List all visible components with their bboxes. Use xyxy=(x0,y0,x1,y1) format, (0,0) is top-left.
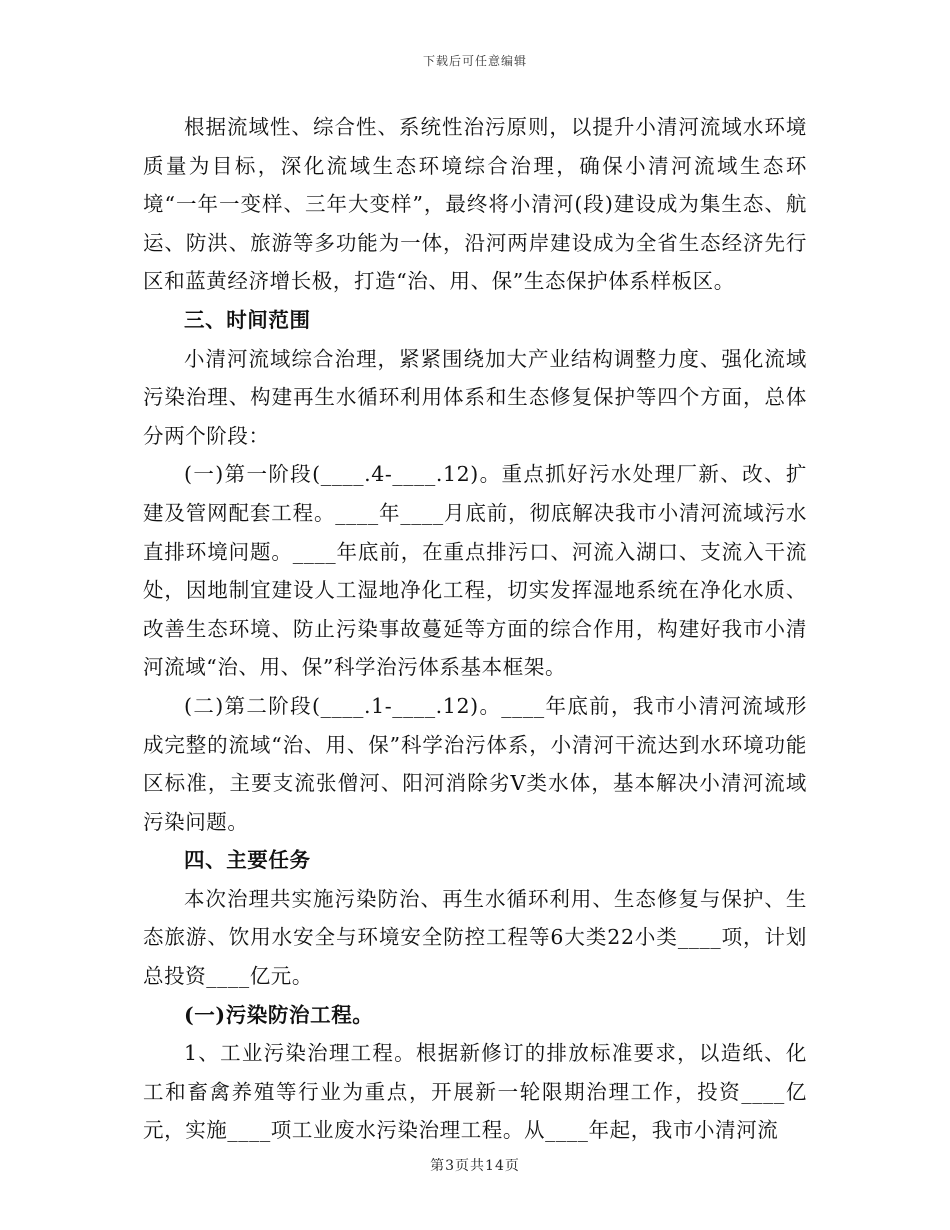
paragraph-time-scope: 小清河流域综合治理，紧紧围绕加大产业结构调整力度、强化流域污染治理、构建再生水循环利用体系和生态修复保护等四个方面，总体分两个阶段： xyxy=(143,346,807,448)
paragraph-phase-two: (二)第二阶段(____.1-____.12)。____年底前，我市小清河流域形成完整的流域“治、用、保”科学治污体系，小清河干流达到水环境功能区标准，主要支流张僧河、阳河消除劣Ⅴ类水体，基本解决小清河流域污染问题。 xyxy=(143,693,807,834)
section-heading-time-scope: 三、时间范围 xyxy=(184,307,311,332)
document-body xyxy=(143,108,807,1150)
paragraph-phase-one: (一)第一阶段(____.4-____.12)。重点抓好污水处理厂新、改、扩建及管网配套工程。____年____月底前，彻底解决我市小清河流域污水直排环境问题。____年底前，在重点排污口、河流入湖口、支流入干流处，因地制宜建设人工湿地净化工程，切实发挥湿地系统在净化水质、改善生态环境、防止污染事故蔓延等方面的综合作用，构建好我市小清河流域“治、用、保”科学治污体系基本框架。 xyxy=(143,462,807,680)
section-heading-main-tasks: 四、主要任务 xyxy=(184,848,311,873)
subsection-heading-pollution-control: (一)污染防治工程。 xyxy=(184,1002,374,1027)
page-number: 第3页共14页 xyxy=(430,1158,520,1174)
page-header-note: 下载后可任意编辑 xyxy=(422,54,527,68)
paragraph-main-tasks: 本次治理共实施污染防治、再生水循环利用、生态修复与保护、生态旅游、饮用水安全与环境安全防控工程等6大类22小类____项，计划总投资____亿元。 xyxy=(143,886,807,989)
paragraph-industrial-pollution: 1、工业污染治理工程。根据新修订的排放标准要求，以造纸、化工和畜禽养殖等行业为重点，开展新一轮限期治理工作，投资____亿元，实施____项工业废水污染治理工程。从____年起，我市小清河流 xyxy=(143,1041,807,1143)
paragraph-goal: 根据流域性、综合性、系统性治污原则，以提升小清河流域水环境质量为目标，深化流域生态环境综合治理，确保小清河流域生态环境“一年一变样、三年大变样”，最终将小清河(段)建设成为集生态、航运、防洪、旅游等多功能为一体，沿河两岸建设成为全省生态经济先行区和蓝黄经济增长极，打造“治、用、保”生态保护体系样板区。 xyxy=(143,115,807,294)
